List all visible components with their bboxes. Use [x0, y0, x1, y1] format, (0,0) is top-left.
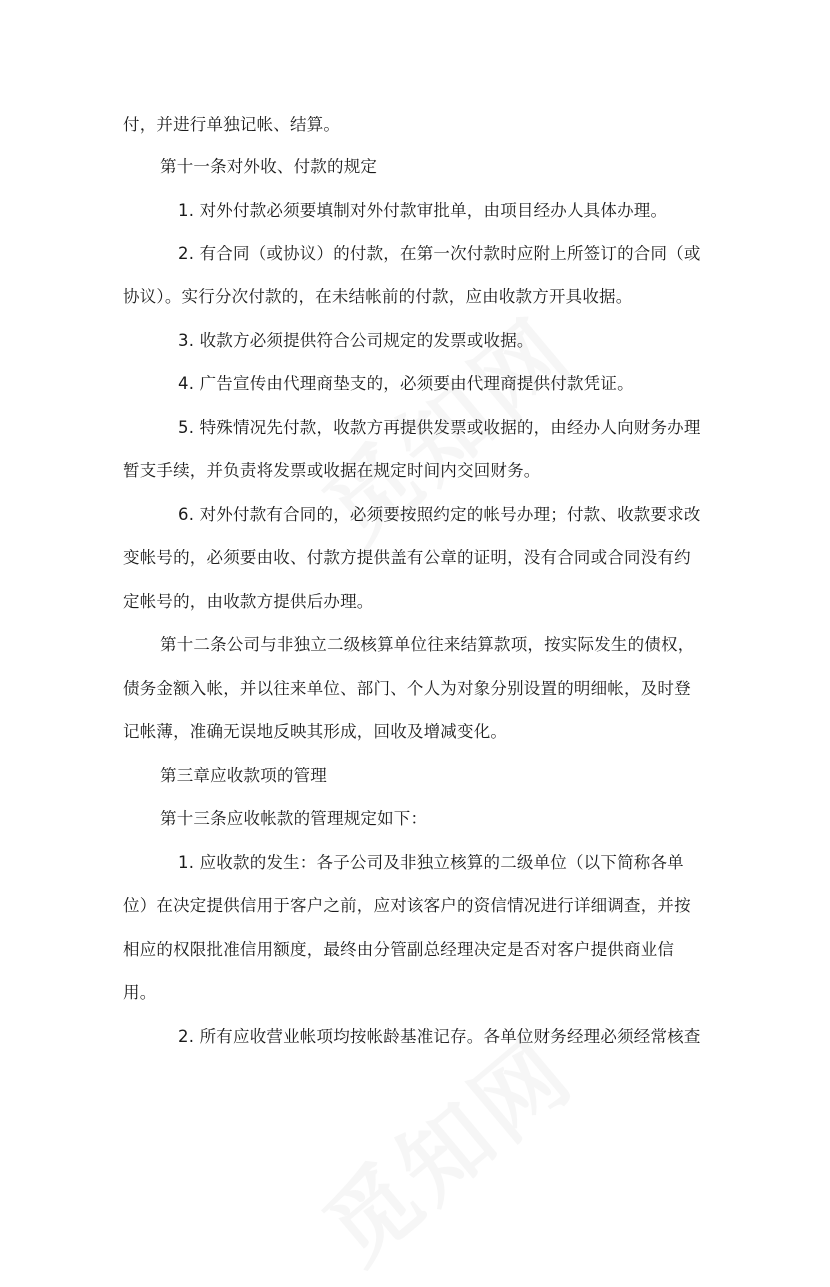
list-item: 1. 对外付款必须要填制对外付款审批单，由项目经办人具体办理。 — [178, 201, 668, 220]
list-item: 6. 对外付款有合同的，必须要按照约定的帐号办理；付款、收款要求改 — [178, 505, 701, 524]
list-item: 2. 所有应收营业帐项均按帐龄基准记存。各单位财务经理必须经常核查 — [178, 1027, 701, 1046]
article-heading: 第十三条应收帐款的管理规定如下： — [160, 809, 428, 828]
body-line: 债务金额入帐，并以往来单位、部门、个人为对象分别设置的明细帐，及时登 — [123, 679, 691, 698]
list-item: 3. 收款方必须提供符合公司规定的发票或收据。 — [178, 331, 534, 350]
body-line: 相应的权限批准信用额度，最终由分管副总经理决定是否对客户提供商业信 — [123, 940, 675, 959]
body-line: 位）在决定提供信用于客户之前，应对该客户的资信情况进行详细调查，并按 — [123, 896, 691, 915]
body-line: 变帐号的，必须要由收、付款方提供盖有公章的证明，没有合同或合同没有约 — [123, 548, 691, 567]
list-item: 4. 广告宣传由代理商垫支的，必须要由代理商提供付款凭证。 — [178, 374, 634, 393]
body-line: 用。 — [123, 983, 157, 1002]
body-line: 暂支手续，并负责将发票或收据在规定时间内交回财务。 — [123, 461, 541, 480]
article-heading: 第十一条对外收、付款的规定 — [160, 157, 378, 176]
list-item: 5. 特殊情况先付款，收款方再提供发票或收据的，由经办人向财务办理 — [178, 418, 701, 437]
list-item: 1. 应收款的发生：各子公司及非独立核算的二级单位（以下简称各单 — [178, 853, 684, 872]
article-paragraph: 第十二条公司与非独立二级核算单位往来结算款项，按实际发生的债权， — [160, 635, 695, 654]
list-item: 2. 有合同（或协议）的付款，在第一次付款时应附上所签订的合同（或 — [178, 244, 701, 263]
chapter-heading: 第三章应收款项的管理 — [160, 766, 327, 785]
body-line: 付，并进行单独记帐、结算。 — [123, 115, 341, 134]
body-line: 协议）。实行分次付款的，在未结帐前的付款，应由收款方开具收据。 — [123, 287, 633, 306]
body-line: 记帐薄，准确无误地反映其形成，回收及增减变化。 — [123, 722, 508, 741]
body-line: 定帐号的，由收款方提供后办理。 — [123, 592, 374, 611]
